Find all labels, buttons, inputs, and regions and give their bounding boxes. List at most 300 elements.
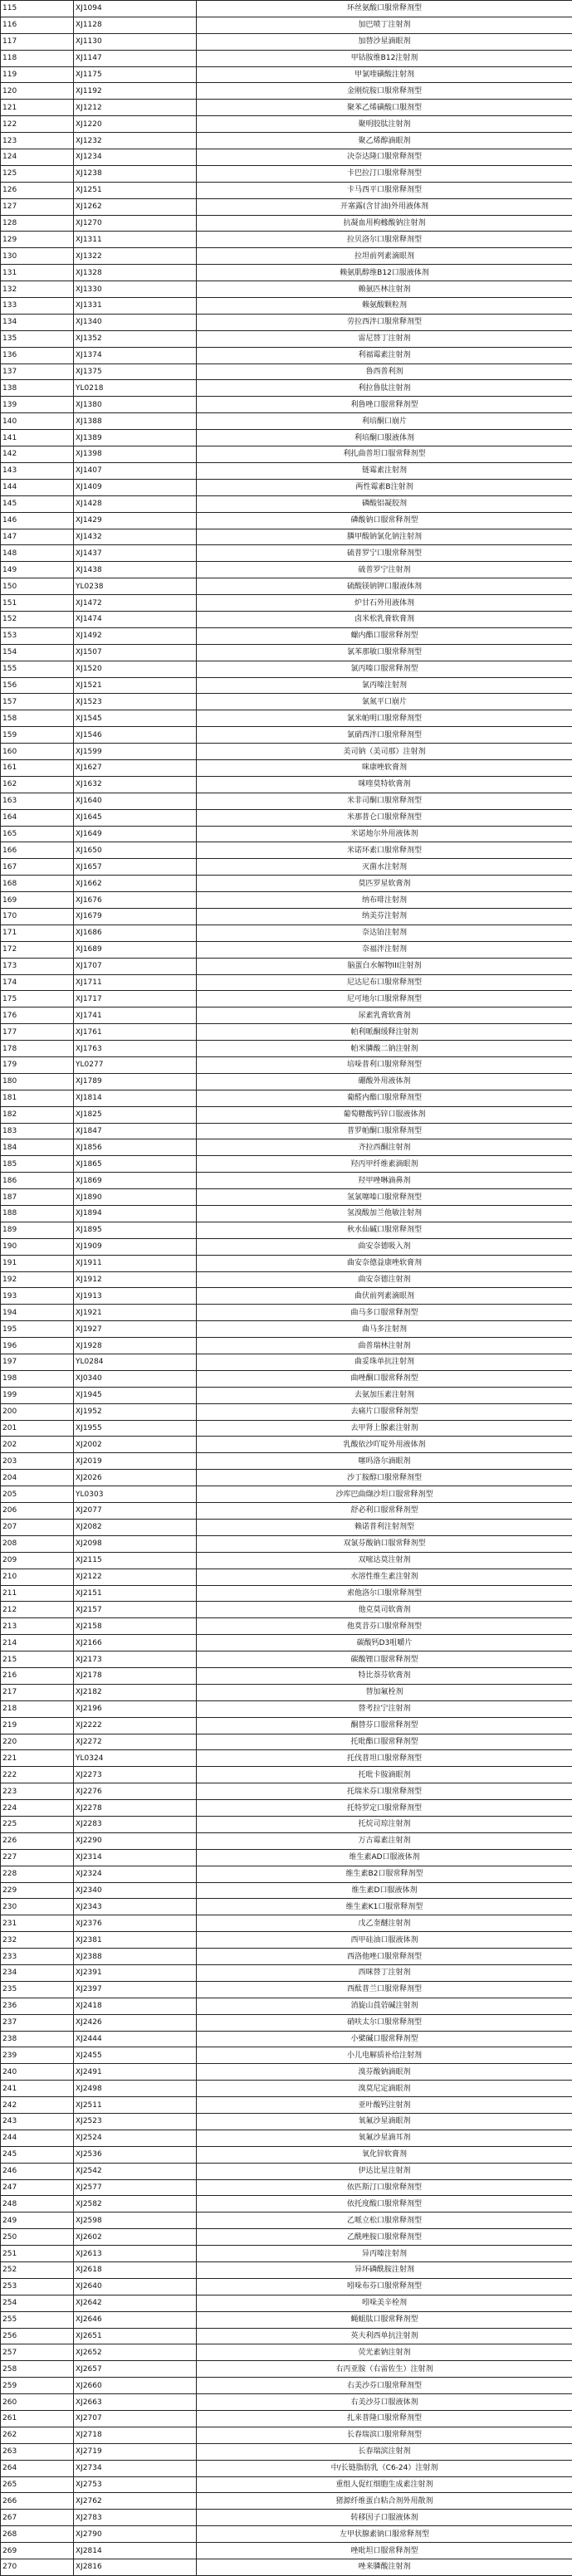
table-row xyxy=(1,595,572,612)
drug-code-cell: XJ1380 xyxy=(74,397,197,413)
row-number-cell: 125 xyxy=(1,165,74,182)
drug-name-cell: 尼可地尔口服常释剂型 xyxy=(197,991,572,1007)
table-row xyxy=(1,2278,572,2295)
row-number-cell: 257 xyxy=(1,2344,74,2361)
table-row xyxy=(1,1602,572,1618)
drug-code-cell: XJ1328 xyxy=(74,265,197,281)
table-row xyxy=(1,479,572,495)
drug-code-cell: XJ1545 xyxy=(74,710,197,727)
drug-name-cell: 尿素乳膏软膏剂 xyxy=(197,1007,572,1024)
drug-code-cell: XJ1322 xyxy=(74,248,197,265)
drug-code-cell: XJ2272 xyxy=(74,1734,197,1750)
table-row xyxy=(1,1271,572,1288)
drug-code-cell: XJ1825 xyxy=(74,1106,197,1123)
drug-name-cell: 齐拉西酮注射剂 xyxy=(197,1139,572,1156)
row-number-cell: 183 xyxy=(1,1123,74,1139)
drug-code-cell: XJ1523 xyxy=(74,694,197,710)
row-number-cell: 215 xyxy=(1,1651,74,1668)
drug-name-cell: 托吡卡胺滴眼剂 xyxy=(197,1767,572,1783)
drug-code-cell: XJ1521 xyxy=(74,677,197,694)
table-row xyxy=(1,1041,572,1057)
table-row xyxy=(1,1569,572,1585)
drug-name-cell: 长春瑞滨口服常释剂型 xyxy=(197,2427,572,2443)
table-row xyxy=(1,1090,572,1106)
row-number-cell: 168 xyxy=(1,876,74,892)
table-row xyxy=(1,248,572,265)
drug-name-cell: 替加氟栓剂 xyxy=(197,1684,572,1700)
drug-code-cell: XJ1789 xyxy=(74,1073,197,1090)
drug-code-cell: XJ2098 xyxy=(74,1535,197,1552)
table-row xyxy=(1,644,572,661)
table-row xyxy=(1,958,572,974)
drug-code-cell: XJ1175 xyxy=(74,66,197,83)
row-number-cell: 148 xyxy=(1,545,74,562)
table-row xyxy=(1,446,572,463)
row-number-cell: 201 xyxy=(1,1420,74,1437)
drug-code-cell: XJ1679 xyxy=(74,908,197,925)
drug-code-cell: XJ1238 xyxy=(74,165,197,182)
drug-code-cell: XJ2340 xyxy=(74,1882,197,1899)
drug-name-cell: 酮替芬口服常释剂型 xyxy=(197,1717,572,1734)
row-number-cell: 213 xyxy=(1,1618,74,1635)
table-row xyxy=(1,314,572,330)
table-row xyxy=(1,1783,572,1800)
drug-name-cell: 链霉素注射剂 xyxy=(197,462,572,479)
row-number-cell: 212 xyxy=(1,1602,74,1618)
row-number-cell: 161 xyxy=(1,759,74,776)
table-row xyxy=(1,2146,572,2163)
table-row xyxy=(1,50,572,66)
drug-name-cell: 蝇蛆肽口服常释剂型 xyxy=(197,2311,572,2328)
row-number-cell: 120 xyxy=(1,83,74,100)
drug-name-cell: 维生素D口服液体剂 xyxy=(197,1882,572,1899)
drug-name-cell: 帕利哌酮缓释注射剂 xyxy=(197,1024,572,1041)
row-number-cell: 218 xyxy=(1,1700,74,1717)
drug-code-cell: XJ1911 xyxy=(74,1255,197,1271)
drug-code-cell: XJ1234 xyxy=(74,149,197,166)
table-row xyxy=(1,1734,572,1750)
table-row xyxy=(1,2262,572,2279)
drug-code-cell: XJ2542 xyxy=(74,2163,197,2179)
table-row xyxy=(1,2311,572,2328)
drug-name-cell: 普罗帕酮口服常释剂型 xyxy=(197,1123,572,1139)
table-row xyxy=(1,430,572,446)
row-number-cell: 132 xyxy=(1,281,74,298)
table-row xyxy=(1,974,572,991)
row-number-cell: 175 xyxy=(1,991,74,1007)
drug-name-cell: 曲安奈德益康唑软膏剂 xyxy=(197,1255,572,1271)
row-number-cell: 197 xyxy=(1,1354,74,1371)
row-number-cell: 139 xyxy=(1,397,74,413)
table-row xyxy=(1,66,572,83)
drug-code-cell: XJ1428 xyxy=(74,495,197,512)
row-number-cell: 206 xyxy=(1,1503,74,1520)
drug-code-cell: XJ1632 xyxy=(74,776,197,793)
drug-code-cell: XJ1437 xyxy=(74,545,197,562)
drug-code-cell: XJ2718 xyxy=(74,2427,197,2443)
row-number-cell: 150 xyxy=(1,578,74,595)
drug-code-cell: XJ1388 xyxy=(74,413,197,430)
drug-code-cell: XJ1847 xyxy=(74,1123,197,1139)
drug-code-cell: XJ2278 xyxy=(74,1800,197,1817)
row-number-cell: 242 xyxy=(1,2097,74,2114)
table-row xyxy=(1,1899,572,1915)
row-number-cell: 195 xyxy=(1,1321,74,1338)
drug-code-cell: XJ1662 xyxy=(74,876,197,892)
row-number-cell: 255 xyxy=(1,2311,74,2328)
table-row xyxy=(1,2246,572,2262)
drug-name-cell: 替考拉宁注射剂 xyxy=(197,1700,572,1717)
table-row xyxy=(1,2394,572,2411)
drug-name-cell: 异环磷酰胺注射剂 xyxy=(197,2262,572,2279)
row-number-cell: 208 xyxy=(1,1535,74,1552)
drug-code-cell: YL0238 xyxy=(74,578,197,595)
table-row xyxy=(1,809,572,826)
table-row xyxy=(1,1370,572,1387)
row-number-cell: 136 xyxy=(1,347,74,363)
drug-name-cell: 西甲硅油口服液体剂 xyxy=(197,1932,572,1949)
drug-code-cell: XJ1895 xyxy=(74,1222,197,1238)
drug-name-cell: 聚苯乙烯磺酸口服剂型 xyxy=(197,100,572,116)
drug-name-cell: 西酞普兰口服常释剂型 xyxy=(197,1981,572,1998)
drug-code-cell: XJ1814 xyxy=(74,1090,197,1106)
drug-name-cell: 伊达比星注射剂 xyxy=(197,2163,572,2179)
table-row xyxy=(1,1981,572,1998)
row-number-cell: 138 xyxy=(1,380,74,397)
row-number-cell: 172 xyxy=(1,941,74,958)
row-number-cell: 210 xyxy=(1,1569,74,1585)
row-number-cell: 200 xyxy=(1,1403,74,1420)
drug-code-cell: YL0324 xyxy=(74,1750,197,1767)
drug-code-cell: XJ1599 xyxy=(74,744,197,760)
row-number-cell: 236 xyxy=(1,1998,74,2014)
drug-code-cell: XJ2511 xyxy=(74,2097,197,2114)
table-row xyxy=(1,1255,572,1271)
drug-code-cell: XJ1407 xyxy=(74,462,197,479)
drug-code-cell: XJ1094 xyxy=(74,1,197,17)
row-number-cell: 149 xyxy=(1,562,74,578)
row-number-cell: 193 xyxy=(1,1288,74,1305)
drug-code-cell: XJ1375 xyxy=(74,363,197,380)
row-number-cell: 143 xyxy=(1,462,74,479)
table-row xyxy=(1,198,572,215)
table-row xyxy=(1,100,572,116)
table-row xyxy=(1,1222,572,1238)
drug-name-cell: 溴芬酸钠滴眼剂 xyxy=(197,2064,572,2081)
row-number-cell: 115 xyxy=(1,1,74,17)
drug-name-cell: 左甲状腺素钠口服常释剂型 xyxy=(197,2526,572,2543)
table-row xyxy=(1,1156,572,1173)
drug-code-cell: XJ2077 xyxy=(74,1503,197,1520)
drug-name-cell: 亚叶酸钙注射剂 xyxy=(197,2097,572,2114)
drug-code-cell: XJ2790 xyxy=(74,2526,197,2543)
row-number-cell: 123 xyxy=(1,133,74,149)
row-number-cell: 171 xyxy=(1,925,74,941)
drug-code-cell: XJ1389 xyxy=(74,430,197,446)
drug-code-cell: XJ2642 xyxy=(74,2295,197,2311)
drug-name-cell: 托烷司琼注射剂 xyxy=(197,1816,572,1832)
drug-name-cell: 沙丁胺醇口服常释剂型 xyxy=(197,1470,572,1486)
table-row xyxy=(1,133,572,149)
table-row xyxy=(1,744,572,760)
row-number-cell: 124 xyxy=(1,149,74,166)
table-row xyxy=(1,2213,572,2229)
drug-code-cell: XJ1865 xyxy=(74,1156,197,1173)
drug-name-cell: 开塞露(含甘油)外用液体剂 xyxy=(197,198,572,215)
drug-name-cell: 赖氨酸颗粒剂 xyxy=(197,298,572,315)
row-number-cell: 129 xyxy=(1,232,74,248)
drug-code-cell: XJ1311 xyxy=(74,232,197,248)
drug-name-cell: 培哚普利口服常释剂型 xyxy=(197,1057,572,1074)
table-row xyxy=(1,1453,572,1470)
table-row xyxy=(1,1173,572,1189)
table-row xyxy=(1,1651,572,1668)
row-number-cell: 267 xyxy=(1,2510,74,2526)
row-number-cell: 146 xyxy=(1,512,74,529)
drug-name-cell: 尼达尼布口服常释剂型 xyxy=(197,974,572,991)
table-row xyxy=(1,2543,572,2559)
row-number-cell: 269 xyxy=(1,2543,74,2559)
drug-code-cell: XJ2536 xyxy=(74,2146,197,2163)
row-number-cell: 258 xyxy=(1,2361,74,2378)
table-row xyxy=(1,1403,572,1420)
row-number-cell: 239 xyxy=(1,2047,74,2064)
row-number-cell: 157 xyxy=(1,694,74,710)
row-number-cell: 199 xyxy=(1,1387,74,1403)
drug-code-cell: XJ2613 xyxy=(74,2246,197,2262)
drug-name-cell: 甲氯喹磺酸注射剂 xyxy=(197,66,572,83)
drug-code-cell: XJ2158 xyxy=(74,1618,197,1635)
table-row xyxy=(1,1354,572,1371)
drug-name-cell: 利培酮口服液体剂 xyxy=(197,430,572,446)
row-number-cell: 140 xyxy=(1,413,74,430)
drug-name-cell: 噻吗洛尔滴眼剂 xyxy=(197,1453,572,1470)
drug-name-cell: 环丝氨酸口服常释剂型 xyxy=(197,1,572,17)
table-row xyxy=(1,793,572,809)
row-number-cell: 232 xyxy=(1,1932,74,1949)
table-row xyxy=(1,1700,572,1717)
drug-code-cell: XJ1650 xyxy=(74,842,197,859)
table-row xyxy=(1,1750,572,1767)
row-number-cell: 191 xyxy=(1,1255,74,1271)
drug-name-cell: 小檗碱口服常释剂型 xyxy=(197,2031,572,2047)
table-row xyxy=(1,727,572,744)
row-number-cell: 155 xyxy=(1,661,74,677)
table-row xyxy=(1,265,572,281)
drug-code-cell: XJ2646 xyxy=(74,2311,197,2328)
table-row xyxy=(1,1767,572,1783)
row-number-cell: 254 xyxy=(1,2295,74,2311)
drug-code-cell: XJ1432 xyxy=(74,529,197,545)
table-row xyxy=(1,2510,572,2526)
table-row xyxy=(1,1915,572,1932)
table-row xyxy=(1,1535,572,1552)
table-row xyxy=(1,2097,572,2114)
row-number-cell: 163 xyxy=(1,793,74,809)
table-row xyxy=(1,941,572,958)
drug-name-cell: 硝呋太尔口服常释剂型 xyxy=(197,2014,572,2031)
drug-code-cell: XJ1856 xyxy=(74,1139,197,1156)
drug-code-cell: XJ1507 xyxy=(74,644,197,661)
drug-code-cell: XJ2640 xyxy=(74,2278,197,2295)
table-row xyxy=(1,1717,572,1734)
drug-name-cell: 舒必利口服常释剂型 xyxy=(197,1503,572,1520)
drug-name-cell: 双氯芬酸钠口服常释剂型 xyxy=(197,1535,572,1552)
table-row xyxy=(1,2361,572,2378)
row-number-cell: 180 xyxy=(1,1073,74,1090)
drug-code-cell: XJ2019 xyxy=(74,1453,197,1470)
row-number-cell: 127 xyxy=(1,198,74,215)
row-number-cell: 131 xyxy=(1,265,74,281)
table-row xyxy=(1,562,572,578)
row-number-cell: 217 xyxy=(1,1684,74,1700)
drug-code-cell: XJ1717 xyxy=(74,991,197,1007)
row-number-cell: 159 xyxy=(1,727,74,744)
row-number-cell: 122 xyxy=(1,116,74,133)
table-row xyxy=(1,1832,572,1849)
drug-code-cell: XJ1686 xyxy=(74,925,197,941)
drug-name-cell: 利福霉素注射剂 xyxy=(197,347,572,363)
drug-name-cell: 利鲁唑口服常释剂型 xyxy=(197,397,572,413)
row-number-cell: 165 xyxy=(1,826,74,842)
drug-code-cell: XJ2498 xyxy=(74,2081,197,2097)
drug-code-cell: XJ2196 xyxy=(74,1700,197,1717)
drug-code-cell: XJ1546 xyxy=(74,727,197,744)
drug-code-cell: XJ1707 xyxy=(74,958,197,974)
drug-name-cell: 咪康唑软膏剂 xyxy=(197,759,572,776)
row-number-cell: 126 xyxy=(1,182,74,198)
drug-name-cell: 氧氟沙星滴眼剂 xyxy=(197,2114,572,2130)
row-number-cell: 167 xyxy=(1,859,74,876)
drug-code-cell: XJ2173 xyxy=(74,1651,197,1668)
drug-name-cell: 美司钠（美司那）注射剂 xyxy=(197,744,572,760)
drug-name-cell: 右美沙芬口服液体剂 xyxy=(197,2394,572,2411)
drug-code-cell: XJ1340 xyxy=(74,314,197,330)
table-row xyxy=(1,2031,572,2047)
table-row xyxy=(1,1288,572,1305)
drug-name-cell: 羟丙甲纤维素滴眼剂 xyxy=(197,1156,572,1173)
row-number-cell: 259 xyxy=(1,2378,74,2394)
drug-name-cell: 赖氨匹林注射剂 xyxy=(197,281,572,298)
row-number-cell: 263 xyxy=(1,2443,74,2460)
row-number-cell: 248 xyxy=(1,2196,74,2213)
drug-code-cell: XJ1890 xyxy=(74,1189,197,1206)
drug-code-cell: XJ1689 xyxy=(74,941,197,958)
table-row xyxy=(1,1420,572,1437)
row-number-cell: 173 xyxy=(1,958,74,974)
drug-code-cell: XJ2391 xyxy=(74,1964,197,1981)
table-row xyxy=(1,1470,572,1486)
row-number-cell: 270 xyxy=(1,2559,74,2576)
drug-name-cell: 荧光素钠注射剂 xyxy=(197,2344,572,2361)
row-number-cell: 266 xyxy=(1,2493,74,2510)
table-row xyxy=(1,2163,572,2179)
drug-name-cell: 右美沙芬口服常释剂型 xyxy=(197,2378,572,2394)
drug-name-cell: 硼酸外用液体剂 xyxy=(197,1073,572,1090)
drug-name-cell: 曲马多口服常释剂型 xyxy=(197,1305,572,1321)
row-number-cell: 207 xyxy=(1,1519,74,1535)
table-row xyxy=(1,694,572,710)
drug-code-cell: XJ1262 xyxy=(74,198,197,215)
row-number-cell: 198 xyxy=(1,1370,74,1387)
table-row xyxy=(1,1338,572,1354)
drug-code-cell: XJ1645 xyxy=(74,809,197,826)
drug-name-cell: 拉贝洛尔口服常释剂型 xyxy=(197,232,572,248)
drug-code-cell: XJ2783 xyxy=(74,2510,197,2526)
drug-name-cell: 抗凝血用枸橼酸钠注射剂 xyxy=(197,215,572,232)
row-number-cell: 176 xyxy=(1,1007,74,1024)
drug-code-cell: YL0218 xyxy=(74,380,197,397)
row-number-cell: 116 xyxy=(1,17,74,33)
drug-name-cell: 碳酸钙D3咀嚼片 xyxy=(197,1635,572,1651)
drug-code-cell: XJ2115 xyxy=(74,1552,197,1569)
table-row xyxy=(1,2443,572,2460)
row-number-cell: 170 xyxy=(1,908,74,925)
table-row xyxy=(1,2229,572,2246)
table-row xyxy=(1,17,572,33)
row-number-cell: 219 xyxy=(1,1717,74,1734)
drug-code-cell: XJ2283 xyxy=(74,1816,197,1832)
drug-code-cell: XJ2657 xyxy=(74,2361,197,2378)
table-row xyxy=(1,1964,572,1981)
row-number-cell: 229 xyxy=(1,1882,74,1899)
table-row xyxy=(1,397,572,413)
row-number-cell: 246 xyxy=(1,2163,74,2179)
row-number-cell: 231 xyxy=(1,1915,74,1932)
table-row xyxy=(1,2196,572,2213)
table-row xyxy=(1,1552,572,1569)
row-number-cell: 222 xyxy=(1,1767,74,1783)
row-number-cell: 251 xyxy=(1,2246,74,2262)
drug-name-cell: 小儿电解质补给注射剂 xyxy=(197,2047,572,2064)
drug-name-cell: 米非司酮口服常释剂型 xyxy=(197,793,572,809)
row-number-cell: 142 xyxy=(1,446,74,463)
drug-name-cell: 唑来膦酸注射剂 xyxy=(197,2559,572,2576)
row-number-cell: 211 xyxy=(1,1585,74,1602)
table-row xyxy=(1,347,572,363)
drug-code-cell: XJ2314 xyxy=(74,1849,197,1866)
row-number-cell: 216 xyxy=(1,1667,74,1684)
table-row xyxy=(1,1618,572,1635)
table-row xyxy=(1,182,572,198)
row-number-cell: 260 xyxy=(1,2394,74,2411)
table-row xyxy=(1,495,572,512)
drug-code-cell: XJ1676 xyxy=(74,892,197,909)
table-row xyxy=(1,2427,572,2443)
drug-name-cell: 氯米帕明口服常释剂型 xyxy=(197,710,572,727)
drug-name-cell: 劳拉西泮口服常释剂型 xyxy=(197,314,572,330)
drug-name-cell: 磷酸铝凝胶剂 xyxy=(197,495,572,512)
table-body xyxy=(1,1,572,2576)
drug-name-cell: 维生素AD口服液体剂 xyxy=(197,1849,572,1866)
row-number-cell: 184 xyxy=(1,1139,74,1156)
row-number-cell: 264 xyxy=(1,2460,74,2476)
drug-name-cell: 碳酸锂口服常释剂型 xyxy=(197,1651,572,1668)
drug-name-cell: 唑吡坦口服常释剂型 xyxy=(197,2543,572,2559)
row-number-cell: 235 xyxy=(1,1981,74,1998)
drug-code-cell: XJ1952 xyxy=(74,1403,197,1420)
table-row xyxy=(1,2130,572,2146)
drug-code-cell: XJ1232 xyxy=(74,133,197,149)
drug-code-cell: XJ2523 xyxy=(74,2114,197,2130)
table-row xyxy=(1,330,572,347)
row-number-cell: 182 xyxy=(1,1106,74,1123)
table-row xyxy=(1,165,572,182)
table-row xyxy=(1,1585,572,1602)
drug-code-cell: XJ2418 xyxy=(74,1998,197,2014)
drug-name-cell: 莫匹罗星软膏剂 xyxy=(197,876,572,892)
drug-name-cell: 托瑞米芬口服常释剂型 xyxy=(197,1783,572,1800)
